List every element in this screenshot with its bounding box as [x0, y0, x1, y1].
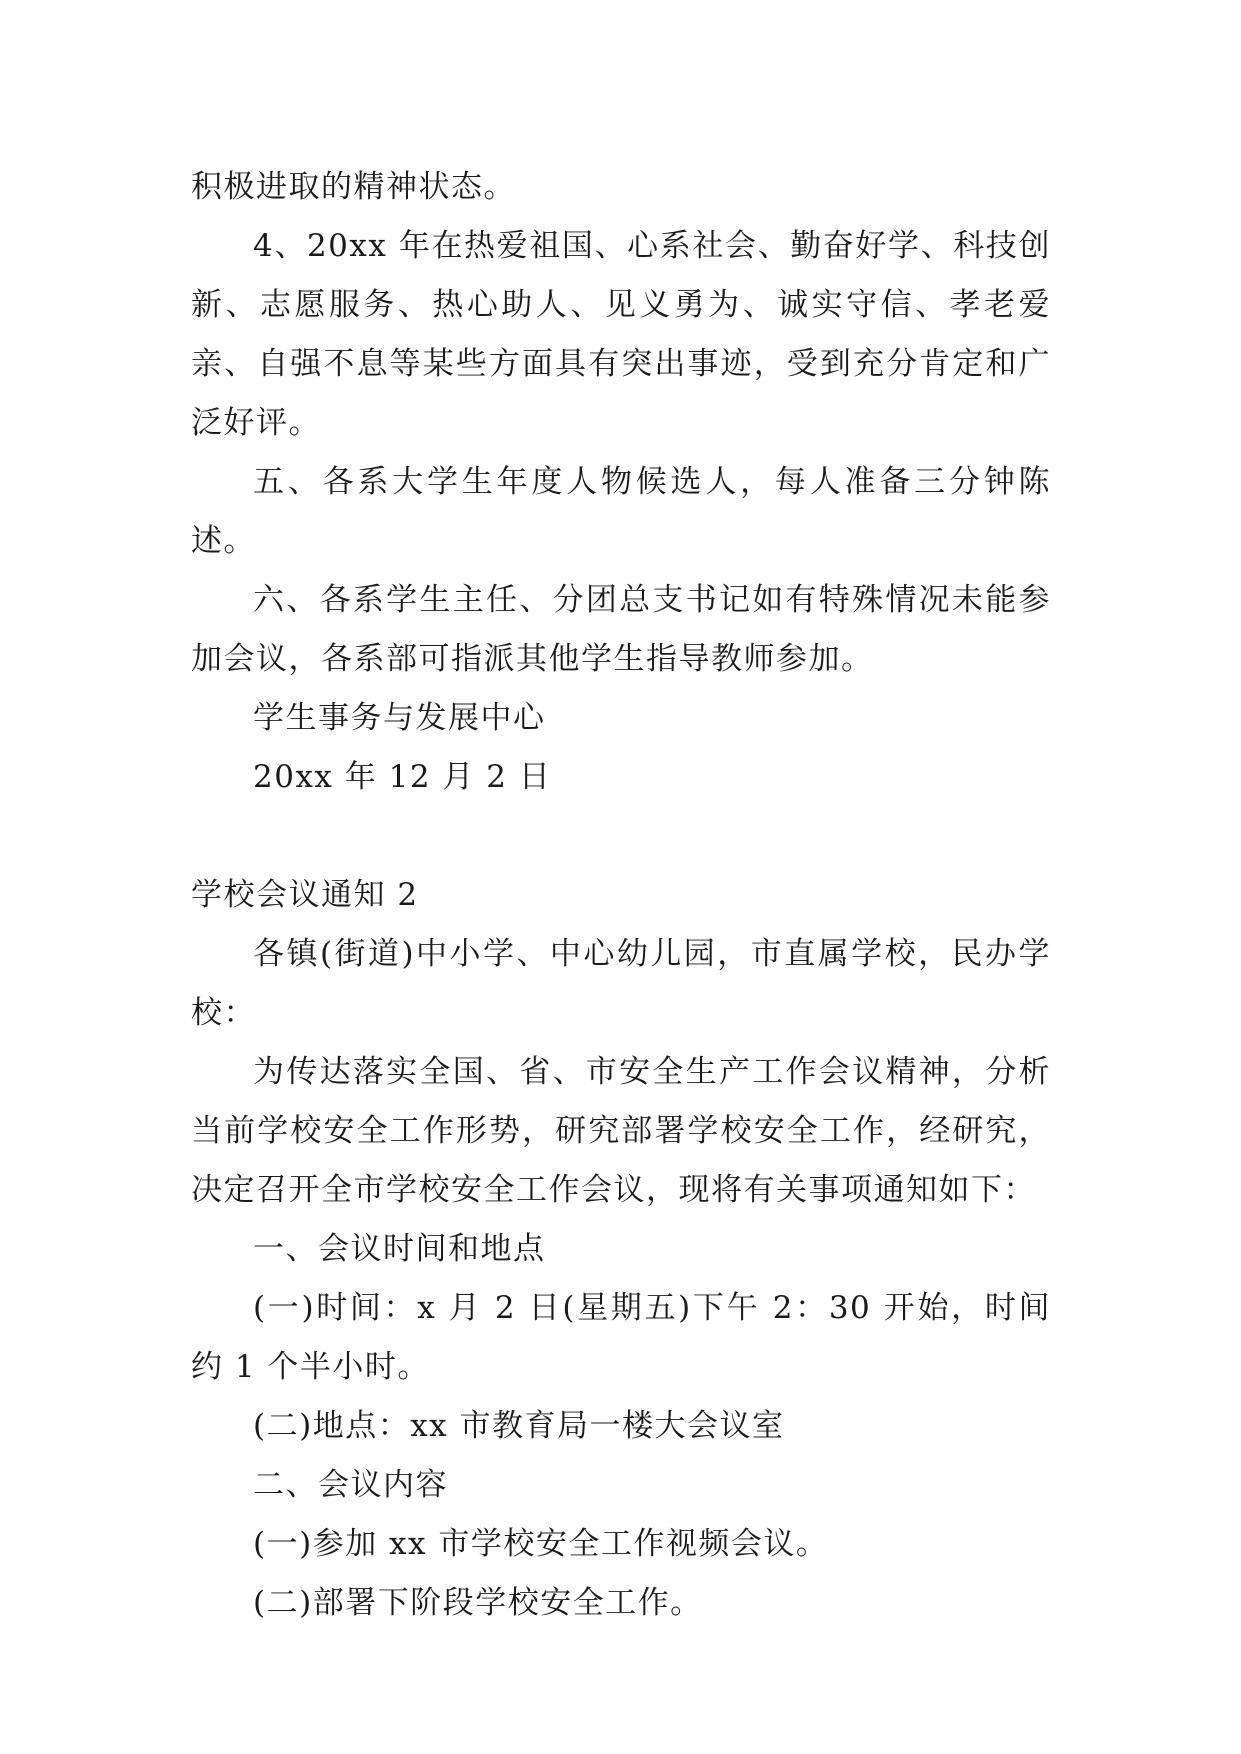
notice-intro: 为传达落实全国、省、市安全生产工作会议精神，分析当前学校安全工作形势，研究部署学校安全工作，经研究，决定召开全市学校安全工作会议，现将有关事项通知如下：: [191, 1054, 1051, 1208]
notice-recipients: 各镇(街道)中小学、中心幼儿园，市直属学校，民办学校：: [191, 936, 1051, 1031]
notice-title: 学校会议通知 2: [191, 877, 419, 913]
item-content-2: (二)部署下阶段学校安全工作。: [253, 1585, 703, 1621]
section-spacer: [191, 807, 1051, 866]
item-content-1: (一)参加 xx 市学校安全工作视频会议。: [253, 1526, 829, 1562]
paragraph-item-five: 五、各系大学生年度人物候选人，每人准备三分钟陈述。: [191, 464, 1051, 559]
heading-time-place: 一、会议时间和地点: [253, 1231, 546, 1267]
paragraph-continuation: 积极进取的精神状态。: [191, 169, 516, 205]
item-time: (一)时间：x 月 2 日(星期五)下午 2：30 开始，时间约 1 个半小时。: [191, 1290, 1051, 1385]
heading-content: 二、会议内容: [253, 1467, 448, 1503]
item-place: (二)地点：xx 市教育局一楼大会议室: [253, 1408, 785, 1444]
signature-date: 20xx 年 12 月 2 日: [253, 759, 552, 795]
paragraph-item-4: 4、20xx 年在热爱祖国、心系社会、勤奋好学、科技创新、志愿服务、热心助人、见义勇为、诚实守信、孝老爱亲、自强不息等某些方面具有突出事迹，受到充分肯定和广泛好评。: [191, 228, 1051, 441]
paragraph-item-six: 六、各系学生主任、分团总支书记如有特殊情况未能参加会议，各系部可指派其他学生指导教师参加。: [191, 582, 1051, 677]
document-body: [191, 158, 1051, 1633]
signature-organization: 学生事务与发展中心: [253, 700, 546, 736]
